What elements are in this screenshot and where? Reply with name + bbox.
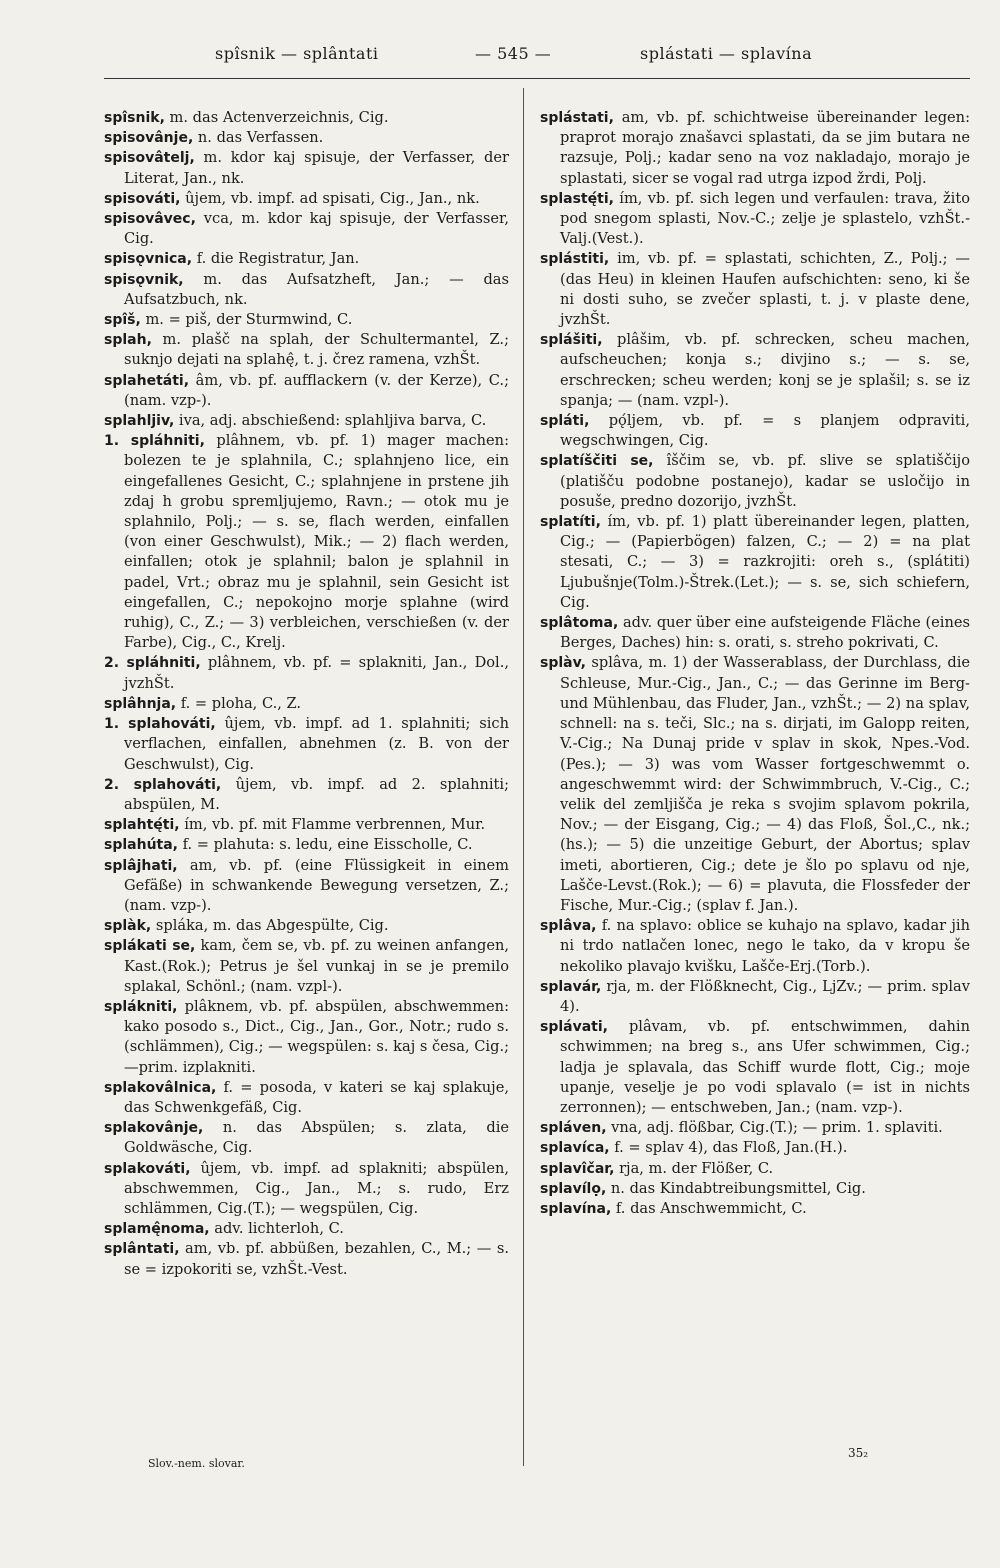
dictionary-entry: [104, 997, 509, 1078]
entry-headword: splatíščiti se,: [540, 453, 654, 470]
entry-definition: m. kdor kaj spisuje, der Verfasser, der Literat, Jan., nk.: [124, 149, 509, 187]
entry-headword: splástati,: [540, 110, 614, 126]
dictionary-entry: [104, 1239, 509, 1279]
entry-headword: splâtoma,: [540, 615, 619, 632]
dictionary-entry: [540, 1199, 970, 1219]
entry-headword: splâva,: [540, 918, 597, 935]
entry-definition: am, vb. pf. abbüßen, bezahlen, C., M.; — s. se = izpokoriti se, vzhŠt.-Vest.: [124, 1240, 509, 1278]
dictionary-entry: [104, 310, 509, 330]
dictionary-entry: [104, 1118, 509, 1158]
entry-definition: plâšim, vb. pf. schrecken, scheu machen, aufscheuchen; konja s.; divjino s.; — s. se, erschrecken; scheu werden; konj se je splašil; s. se iz spanja; — (nam. vzpl-).: [560, 331, 970, 409]
entry-definition: ûjem, vb. impf. ad splakniti; abspülen, abschwemmen, Cig., Jan., M.; s. rudo, Erz schlämmen, Cig.(T.); — wegspülen, Cig.: [124, 1159, 509, 1217]
entry-definition: ûjem, vb. impf. ad 2. splahniti; abspülen, M.: [124, 775, 509, 813]
entry-definition: m. das Aufsatzheft, Jan.; — das Aufsatzbuch, nk.: [124, 270, 509, 308]
header-right-guideword: splástati — splavína: [640, 44, 813, 63]
entry-definition: im, vb. pf. = splastati, schichten, Z., Polj.; — (das Heu) in kleinen Haufen aufschichten: seno, ki še ni dosti suho, se zvečer splasti, t. j. v plaste dene, jvzhŠt.: [560, 250, 970, 329]
dictionary-entry: [104, 189, 509, 209]
entry-definition: ím, vb. pf. sich legen und verfaulen: trava, žito pod snegom splasti, Nov.-C.; zelje je splastelo, vzhŠt.-Valj.(Vest.).: [560, 189, 970, 248]
entry-headword: splakovâlnica,: [104, 1079, 217, 1096]
dictionary-entry: [104, 1159, 509, 1220]
dictionary-entry: [104, 128, 509, 148]
entry-headword: splavîčar,: [540, 1160, 615, 1177]
entry-definition: m. plašč na splah, der Schultermantel, Z.; suknjo dejati na splahę̂, t. j. črez ramena, vzhŠt.: [124, 331, 509, 369]
dictionary-entry: [540, 451, 970, 512]
entry-headword: splakovânje,: [104, 1120, 204, 1137]
entry-headword: spisǫvnica,: [104, 251, 193, 268]
entry-headword: spláven,: [540, 1120, 607, 1137]
column-divider: [523, 88, 524, 1466]
dictionary-entry: [104, 694, 509, 714]
dictionary-entry: [104, 411, 509, 431]
entry-definition: iva, adj. abschießend: splahljiva barva, C.: [174, 412, 487, 430]
dictionary-entry: [104, 1219, 509, 1239]
entry-definition: plâvam, vb. pf. entschwimmen, dahin schwimmen; na breg s., ans Ufer schwimmen, Cig.; ladja je splavala, das Schiff wurde flott, Cig.; moje upanje, veselje je po vodi splavalo (= ist in nichts zerronnen); — entschweben, Jan.; (nam. vzp-).: [560, 1018, 970, 1116]
dictionary-entry: [104, 108, 509, 128]
header-left-guideword: spîsnik — splântati: [215, 44, 379, 63]
entry-headword: 1. spláhniti,: [104, 433, 205, 450]
entry-headword: splavína,: [540, 1200, 612, 1217]
entry-headword: splahtę́ti,: [104, 817, 180, 834]
entry-definition: pǫ́ljem, vb. pf. = s planjem odpraviti, wegschwingen, Cig.: [560, 412, 970, 450]
entry-definition: vna, adj. flößbar, Cig.(T.); — prim. 1. splaviti.: [606, 1119, 943, 1137]
dictionary-entry: [540, 189, 970, 250]
left-column: [104, 108, 509, 1280]
entry-headword: splavíca,: [540, 1140, 610, 1157]
page-header: [0, 44, 1000, 74]
entry-definition: adv. quer über eine aufsteigende Fläche (eines Berges, Daches) hin: s. orati, s. streho pokrivati, C.: [560, 614, 970, 652]
dictionary-entry: [104, 936, 509, 997]
dictionary-entry: [540, 512, 970, 613]
entry-headword: splákniti,: [104, 998, 178, 1015]
dictionary-entry: [540, 1179, 970, 1199]
entry-headword: splâhnja,: [104, 695, 177, 712]
dictionary-entry: [104, 270, 509, 310]
entry-definition: vca, m. kdor kaj spisuje, der Verfasser, Cig.: [124, 210, 509, 248]
entry-headword: spîsnik,: [104, 110, 165, 126]
dictionary-entry: [540, 411, 970, 451]
entry-definition: n. das Kindabtreibungsmittel, Cig.: [606, 1179, 866, 1197]
dictionary-entry: [104, 835, 509, 855]
dictionary-entry: [540, 249, 970, 330]
entry-definition: îščim se, vb. pf. slive se splatiščijo (platišču podobne postanejo), kadar se usločijo in posuše, predno dozorijo, jvzhŠt.: [560, 452, 970, 510]
entry-headword: spisováti,: [104, 190, 181, 207]
entry-headword: spisǫvnik,: [104, 271, 184, 288]
entry-definition: ím, vb. pf. 1) platt übereinander legen, platten, Cig.; — (Papierbögen) falzen, C.; — 2) = na plat stesati, C.; — 3) = razkrojiti: oreh s., (splátiti) Ljubušnje(Tolm.)-Štrek.(Let.); — s. se, sich schiefern, Cig.: [560, 513, 970, 611]
entry-headword: splastę́ti,: [540, 190, 614, 207]
footer-sheet-number: 35₂: [848, 1446, 869, 1460]
entry-headword: splávati,: [540, 1019, 608, 1036]
dictionary-entry: [540, 1138, 970, 1158]
entry-definition: rja, m. der Flößer, C.: [614, 1159, 774, 1177]
dictionary-entry: [540, 977, 970, 1017]
entry-definition: f. = ploha, C., Z.: [176, 694, 302, 712]
entry-definition: m. das Actenverzeichnis, Cig.: [164, 109, 389, 126]
dictionary-entry: [540, 916, 970, 977]
entry-headword: splàv,: [540, 655, 586, 672]
entry-headword: 2. splahováti,: [104, 776, 222, 793]
entry-headword: splášiti,: [540, 332, 603, 349]
entry-headword: splavár,: [540, 978, 602, 995]
entry-headword: spisovânje,: [104, 130, 194, 147]
entry-definition: kam, čem se, vb. pf. zu weinen anfangen, Kast.(Rok.); Petrus je šel vunkaj in se je premilo splakal, Schönl.; (nam. vzpl-).: [124, 937, 510, 995]
entry-headword: 2. spláhniti,: [104, 655, 201, 672]
page-number: — 545 —: [475, 44, 552, 63]
dictionary-entry: [540, 653, 970, 916]
entry-definition: f. = splav 4), das Floß, Jan.(H.).: [609, 1139, 848, 1157]
entry-headword: splákati se,: [104, 938, 196, 955]
dictionary-entry: [540, 108, 970, 189]
dictionary-entry: [104, 1078, 509, 1118]
entry-definition: ûjem, vb. impf. ad spisati, Cig., Jan., nk.: [180, 189, 480, 207]
entry-definition: n. das Verfassen.: [193, 129, 324, 147]
entry-headword: splamę̂noma,: [104, 1221, 210, 1238]
entry-headword: spisovâvec,: [104, 211, 196, 228]
entry-definition: spláka, m. das Abgespülte, Cig.: [151, 917, 389, 935]
dictionary-entry: [104, 653, 509, 693]
entry-definition: plâhnem, vb. pf. = splakniti, Jan., Dol., jvzhŠt.: [124, 654, 509, 692]
entry-headword: splântati,: [104, 1241, 180, 1258]
entry-definition: f. die Registratur, Jan.: [192, 250, 360, 268]
entry-definition: plâknem, vb. pf. abspülen, abschwemmen: kako posodo s., Dict., Cig., Jan., Gor., Notr.; rudo s. (schlämmen), Cig.; — wegspülen: s. kaj s česa, Cig.;—prim. izplakniti.: [124, 997, 509, 1076]
dictionary-entry: [104, 249, 509, 269]
entry-headword: 1. splahováti,: [104, 716, 216, 733]
entry-headword: splahúta,: [104, 837, 178, 854]
dictionary-entry: [104, 330, 509, 370]
dictionary-entry: [540, 1017, 970, 1118]
entry-headword: splakováti,: [104, 1160, 191, 1177]
entry-headword: splahljiv,: [104, 413, 175, 430]
footer-signature: Slov.-nem. slovar.: [148, 1457, 245, 1470]
dictionary-entry: [104, 714, 509, 775]
dictionary-entry: [104, 209, 509, 249]
dictionary-entry: [104, 371, 509, 411]
dictionary-entry: [540, 613, 970, 653]
dictionary-entry: [540, 330, 970, 411]
entry-headword: spîš,: [104, 312, 141, 329]
entry-headword: splavílọ,: [540, 1180, 607, 1197]
dictionary-entry: [540, 1159, 970, 1179]
dictionary-entry: [104, 148, 509, 188]
entry-headword: spisovâtelj,: [104, 150, 195, 167]
entry-definition: ûjem, vb. impf. ad 1. splahniti; sich verflachen, einfallen, abnehmen (z. B. von der Geschwulst), Cig.: [124, 715, 509, 773]
right-column: [540, 108, 970, 1219]
entry-definition: am, vb. pf. schichtweise übereinander legen: praprot morajo znašavci splastati, da se jim butara ne razsuje, Polj.; kadar seno na voz nakladajo, morajo je splastati, sicer se vogal rad utrga izpod žrdi, Polj.: [560, 109, 970, 187]
entry-definition: n. das Abspülen; s. zlata, die Goldwäsche, Cig.: [124, 1119, 509, 1157]
entry-headword: splahetáti,: [104, 372, 190, 389]
dictionary-entry: [104, 815, 509, 835]
dictionary-entry: [104, 431, 509, 653]
entry-headword: splah,: [104, 332, 152, 349]
dictionary-entry: [104, 916, 509, 936]
entry-definition: m. = piš, der Sturmwind, C.: [140, 311, 353, 329]
entry-definition: splâva, m. 1) der Wasserablass, der Durchlass, die Schleuse, Mur.-Cig., Jan., C.; — das Gerinne im Berg- und Mühlenbau, das Fluder, Jan., vzhŠt.; — 2) na splav, schnell: na s. teči, Slc.; na s. dirjati, im Galopp reiten, V.-Cig.; Na Dunaj pride v splav in skok, Npes.-Vod.(Pes.); — 3) was vom Wasser fortgeschwemmt o. angeschwemmt wird: der Schwimmbruch, V.-Cig., C.; velik del zemljišča je reka s svojim splavom pokrila, Nov.; — der Eisgang, Cig.; — 4) das Floß, Šol.,C., nk.; (hs.); — 5) die unzeitige Geburt, der Abortus; splav imeti, abortieren, Cig.; dete je šlo po splavu od nje, Lašče-Levst.(Rok.); — 6) = plavuta, die Flossfeder der Fische, Mur.-Cig.; (splav f. Jan.).: [560, 654, 970, 914]
entry-definition: âm, vb. pf. aufflackern (v. der Kerze), C.; (nam. vzp-).: [124, 371, 509, 409]
entry-definition: adv. lichterloh, C.: [209, 1220, 344, 1238]
entry-definition: plâhnem, vb. pf. 1) mager machen: bolezen te je splahnila, C.; splahnjeno lice, ein eingefallenes Gesicht, C.; splahnjene in prstene jih zdaj h grobu spremljujemo, Ravn.; — otok mu je splahnilo, Polj.; — s. se, flach werden, einfallen (von einer Geschwulst), Mik.; — 2) flach werden, einfallen; otok je splahnil; balon je splahnil in padel, Vrt.; obraz mu je splahnil, sein Gesicht ist eingefallen, C.; nepokojno morje splahne (wird ruhig), C., Z.; — 3) verbleichen, verschießen (v. der Farbe), Cig., C., Krelj.: [124, 432, 509, 652]
entry-definition: f. = posoda, v kateri se kaj splakuje, das Schwenkgefäß, Cig.: [124, 1078, 509, 1116]
entry-definition: f. = plahuta: s. ledu, eine Eisscholle, C.: [178, 836, 473, 854]
header-rule: [104, 78, 970, 79]
entry-headword: splástiti,: [540, 251, 610, 268]
entry-definition: am, vb. pf. (eine Flüssigkeit in einem Gefäße) in schwankende Bewegung versetzen, Z.; (nam. vzp-).: [124, 856, 509, 914]
dictionary-entry: [104, 856, 509, 917]
dictionary-entry: [104, 775, 509, 815]
entry-definition: ím, vb. pf. mit Flamme verbrennen, Mur.: [179, 816, 486, 834]
entry-definition: f. na splavo: oblice se kuhajo na splavo, kadar jih ni trdo natlačen lonec, nego le tako, da v kropu še nekoliko plavajo kvišku, Lašče-Erj.(Torb.).: [560, 917, 970, 975]
entry-headword: splatíti,: [540, 514, 601, 531]
entry-headword: splàk,: [104, 918, 152, 935]
entry-definition: rja, m. der Flößknecht, Cig., LjZv.; — prim. splav 4).: [560, 977, 970, 1015]
dictionary-entry: [540, 1118, 970, 1138]
entry-headword: spláti,: [540, 413, 590, 430]
entry-definition: f. das Anschwemmicht, C.: [611, 1199, 807, 1217]
entry-headword: splâjhati,: [104, 857, 178, 874]
